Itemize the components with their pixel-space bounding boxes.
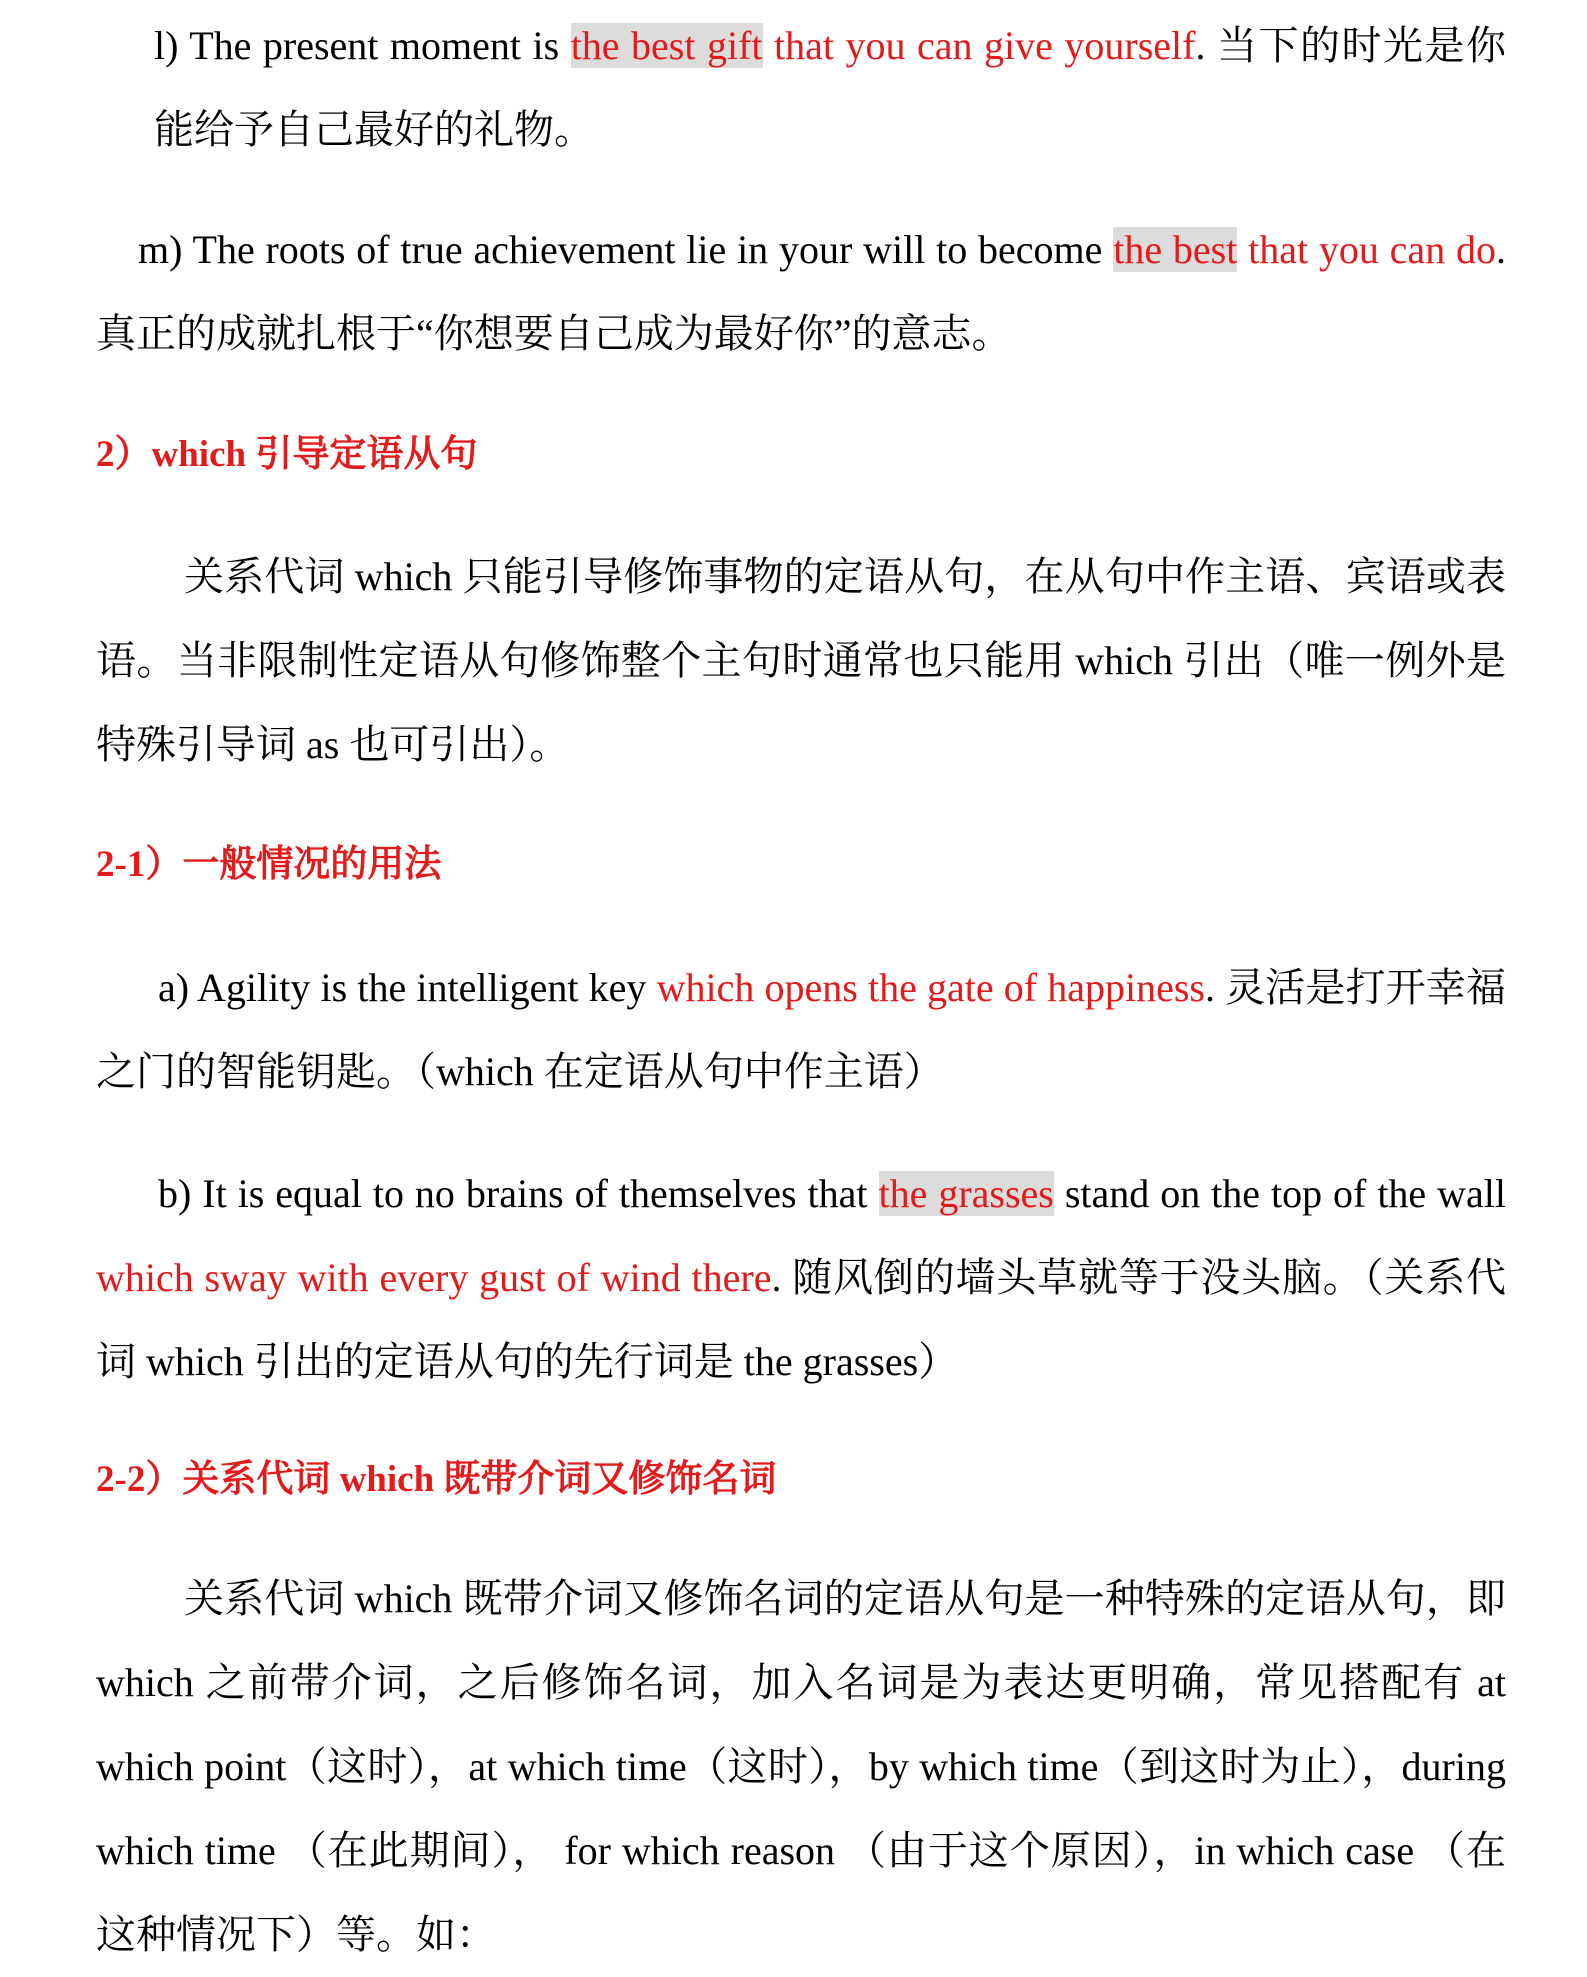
example-m-prefix: m) The roots of true achievement lie in your will to become [138,227,1114,272]
example-a-red: which opens the gate of happiness [656,965,1205,1010]
example-a-prefix: a) Agility is the intelligent key [158,965,657,1010]
example-m-red-rest: that you can do [1237,227,1496,272]
example-a-tail: . 灵活是打开幸福之门的智能钥匙。（which 在定语从句中作主语） [96,965,1507,1094]
example-l-red-rest: that you can give yourself [762,23,1196,68]
example-l [96,4,1506,172]
example-m-tail: . 真正的成就扎根于“你想要自己成为最好你”的意志。 [96,227,1506,356]
section-2-heading: 2）which 引导定语从句 [96,434,478,475]
example-m [96,208,1506,376]
example-b-mid: stand on the top of the wall [1053,1171,1506,1216]
example-b [96,1152,1506,1404]
example-b-highlight: the grasses [878,1171,1054,1216]
example-l-tail: . 当下的时光是你能给予自己最好的礼物。 [154,23,1506,152]
section-2-1-heading: 2-1）一般情况的用法 [96,844,442,885]
example-l-prefix: l) The present moment is [154,23,571,68]
example-a [96,946,1506,1114]
example-b-red: which sway with every gust of wind there [96,1255,772,1300]
example-m-highlight: the best [1113,227,1238,272]
section-2-intro: 关系代词 which 只能引导修饰事物的定语从句，在从句中作主语、宾语或表语。当非限制性定语从句修饰整个主句时通常也只能用 which 引出（唯一例外是特殊引导词 as 也可引出）。 [96,554,1506,767]
example-b-prefix: b) It is equal to no brains of themselves that [158,1171,879,1216]
example-b-tail: . 随风倒的墙头草就等于没头脑。（关系代词 which 引出的定语从句的先行词是 the grasses） [96,1255,1507,1384]
section-2-2-heading: 2-2）关系代词 which 既带介词又修饰名词 [96,1459,777,1500]
section-2-2-intro: 关系代词 which 既带介词又修饰名词的定语从句是一种特殊的定语从句，即 which 之前带介词，之后修饰名词，加入名词是为表达更明确，常见搭配有 at which point（这时），at which time（这时），by which time（到这时为止），during which time （在此期间）， for which reason （由于这个原因），in which case （在这种情况下）等。如： [96,1576,1506,1957]
example-l-highlight: the best gift [570,23,763,68]
